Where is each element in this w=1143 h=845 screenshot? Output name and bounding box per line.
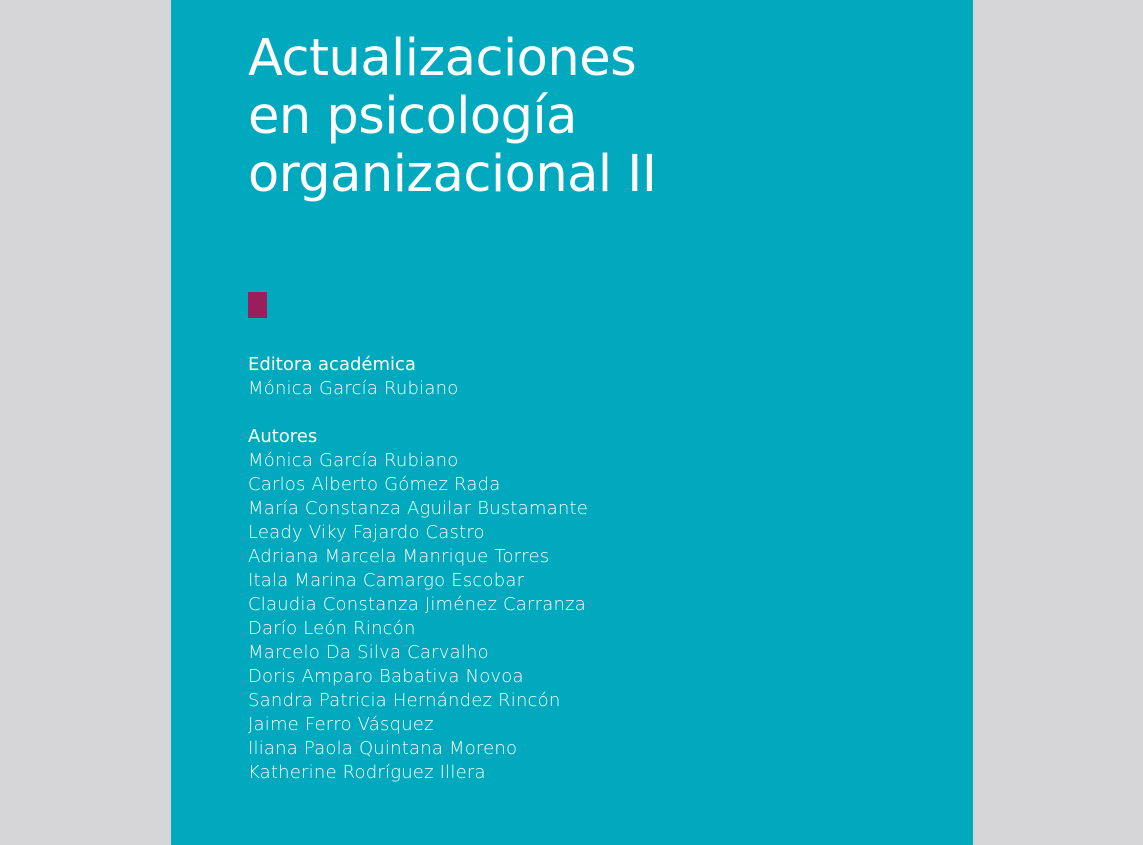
author-name: Mónica García Rubiano	[248, 450, 459, 471]
title-line: en psicología	[248, 87, 577, 146]
title-line: Actualizaciones	[248, 29, 637, 88]
author-name: Leady Viky Fajardo Castro	[248, 522, 485, 543]
author-name: Adriana Marcela Manrique Torres	[248, 546, 550, 567]
editor-heading: Editora académica	[248, 354, 416, 375]
author-name: Iliana Paola Quintana Moreno	[248, 738, 518, 759]
author-name: María Constanza Aguilar Bustamante	[248, 498, 589, 519]
author-name: Sandra Patricia Hernández Rincón	[248, 690, 561, 711]
book-title	[248, 30, 656, 204]
editor-name: Mónica García Rubiano	[248, 378, 459, 399]
author-name: Darío León Rincón	[248, 618, 416, 639]
accent-square	[248, 292, 267, 318]
author-name: Doris Amparo Babativa Novoa	[248, 666, 524, 687]
authors-heading: Autores	[248, 426, 318, 447]
author-name: Carlos Alberto Gómez Rada	[248, 474, 501, 495]
author-name: Itala Marina Camargo Escobar	[248, 570, 525, 591]
author-name: Jaime Ferro Vásquez	[248, 714, 434, 735]
authors-list	[248, 449, 588, 785]
author-name: Katherine Rodríguez Illera	[248, 762, 486, 783]
title-line: organizacional II	[248, 145, 657, 204]
book-cover	[171, 0, 973, 845]
author-name: Claudia Constanza Jiménez Carranza	[248, 594, 586, 615]
credits	[248, 353, 588, 785]
author-name: Marcelo Da Silva Carvalho	[248, 642, 489, 663]
